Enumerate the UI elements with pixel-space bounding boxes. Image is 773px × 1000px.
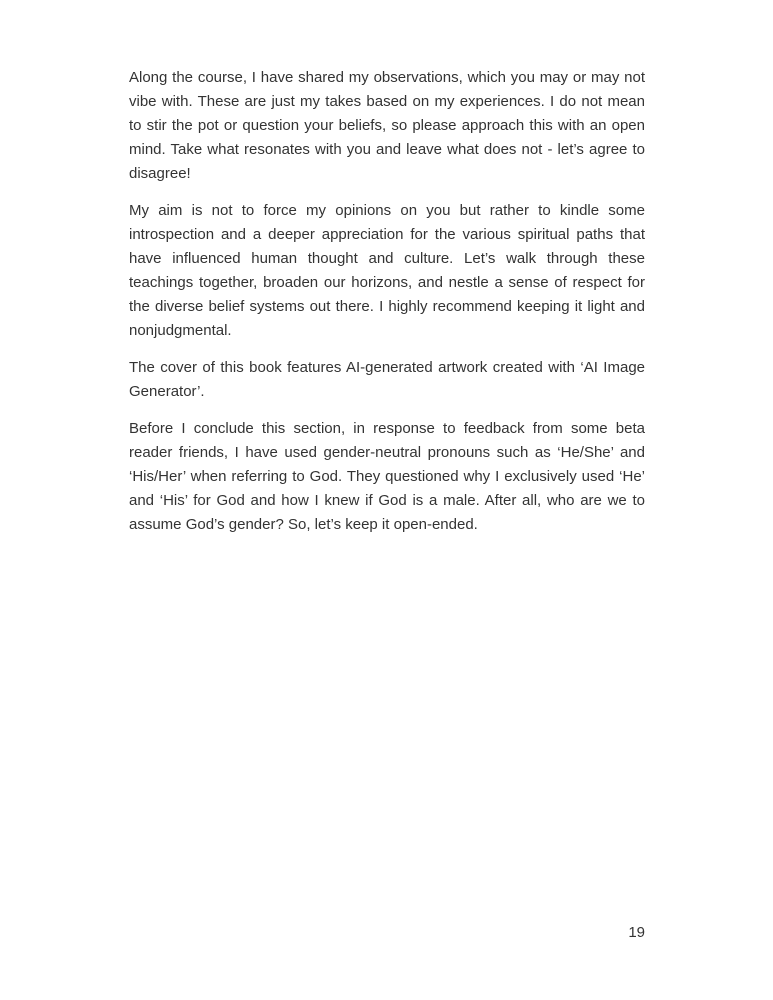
- paragraph-observations: Along the course, I have shared my observations, which you may or may not vibe with. These are just my takes based on my experiences. I do not mean to stir the pot or question your beliefs, so please approach this with an open mind. Take what resonates with you and leave what does not - let’s agree to disagree!: [129, 69, 645, 182]
- page-number: 19: [628, 924, 645, 941]
- paragraph-aim: My aim is not to force my opinions on you but rather to kindle some introspection and a deeper appreciation for the various spiritual paths that have influenced human thought and culture. Let’s walk through these teachings together, broaden our horizons, and nestle a sense of respect for the diverse belief systems out there. I highly recommend keeping it light and nonjudgmental.: [129, 202, 645, 339]
- paragraph-pronouns: Before I conclude this section, in response to feedback from some beta reader friends, I have used gender-neutral pronouns such as ‘He/She’ and ‘His/Her’ when referring to God. They questioned why I exclusively used ‘He’ and ‘His’ for God and how I knew if God is a male. After all, who are we to assume God’s gender? So, let’s keep it open-ended.: [129, 420, 645, 533]
- paragraph-cover-artwork: The cover of this book features AI-generated artwork created with ‘AI Image Generator’.: [129, 359, 645, 400]
- page-body-text: [129, 66, 645, 550]
